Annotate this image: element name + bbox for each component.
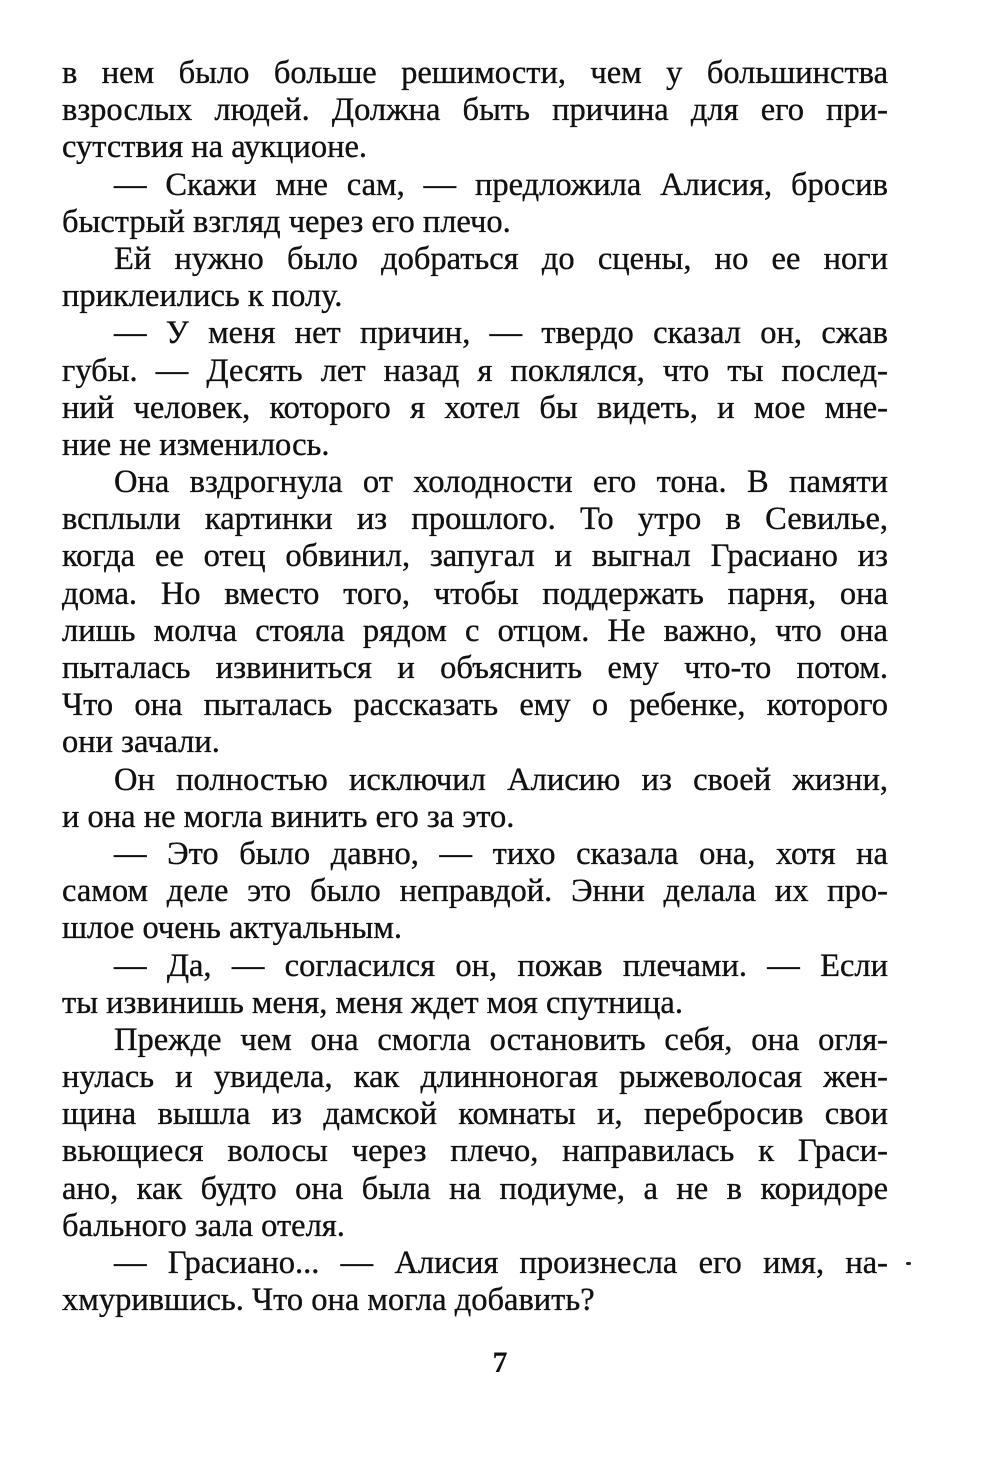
text-line: Прежде чем она смогла остановить себя, она огля- (114, 1021, 888, 1058)
text-line: — У меня нет причин, — твердо сказал он, сжав (114, 315, 888, 352)
text-line: вьющиеся волосы через плечо, направилась к Граси- (62, 1133, 888, 1170)
text-line: — Да, — согласился он, пожав плечами. — Если (114, 947, 888, 984)
text-line: взрослых людей. Должна быть причина для его при- (62, 92, 888, 129)
print-speck (906, 1262, 911, 1265)
text-line: Она вздрогнула от холодности его тона. В памяти (114, 464, 888, 501)
text-line: — Это было давно, — тихо сказала она, хотя на (114, 835, 888, 872)
text-line: — Грасиано... — Алисия произнесла его имя, на- (114, 1245, 888, 1281)
text-line: быстрый взгляд через его плечо. (62, 203, 511, 240)
text-line: щина вышла из дамской комнаты и, перебросив свои (62, 1096, 888, 1133)
text-line: они зачали. (62, 724, 220, 761)
text-line: самом деле это было неправдой. Энни делала их про- (62, 873, 888, 910)
text-line: ний человек, которого я хотел бы видеть, и мое мне- (62, 389, 888, 426)
text-line: губы. — Десять лет назад я поклялся, что ты послед- (62, 352, 888, 389)
text-line: ты извинишь меня, меня ждет моя спутница. (62, 984, 683, 1021)
text-line: всплыли картинки из прошлого. То утро в Севилье, (62, 501, 888, 538)
page-number: 7 (492, 1346, 508, 1379)
text-line: нулась и увидела, как длинноногая рыжеволосая жен- (62, 1059, 888, 1096)
text-line: бального зала отеля. (62, 1207, 345, 1244)
text-line: — Скажи мне сам, — предложила Алисия, бросив (114, 166, 888, 203)
text-line: в нем было больше решимости, чем у большинства (62, 55, 888, 91)
text-line: лишь молча стояла рядом с отцом. Не важно, что она (62, 612, 888, 649)
text-line: сутствия на аукционе. (62, 129, 368, 166)
text-line: и она не могла винить его за это. (62, 798, 515, 835)
body-text (62, 55, 888, 1319)
text-line: шлое очень актуальным. (62, 910, 403, 947)
text-line: ано, как будто она была на подиуме, а не в коридоре (62, 1170, 888, 1207)
text-line: Что она пыталась рассказать ему о ребенке, которого (62, 687, 888, 724)
text-line: дома. Но вместо того, чтобы поддержать парня, она (62, 575, 888, 612)
text-line: пыталась извиниться и объяснить ему что-то потом. (62, 650, 888, 686)
text-line: ние не изменилось. (62, 426, 330, 463)
text-line: Ей нужно было добраться до сцены, но ее ноги (114, 240, 888, 277)
text-line: приклеились к полу. (62, 278, 343, 315)
text-line: хмурившись. Что она могла добавить? (62, 1282, 595, 1319)
text-line: когда ее отец обвинил, запугал и выгнал Грасиано из (62, 538, 888, 575)
text-line: Он полностью исключил Алисию из своей жизни, (114, 761, 888, 798)
